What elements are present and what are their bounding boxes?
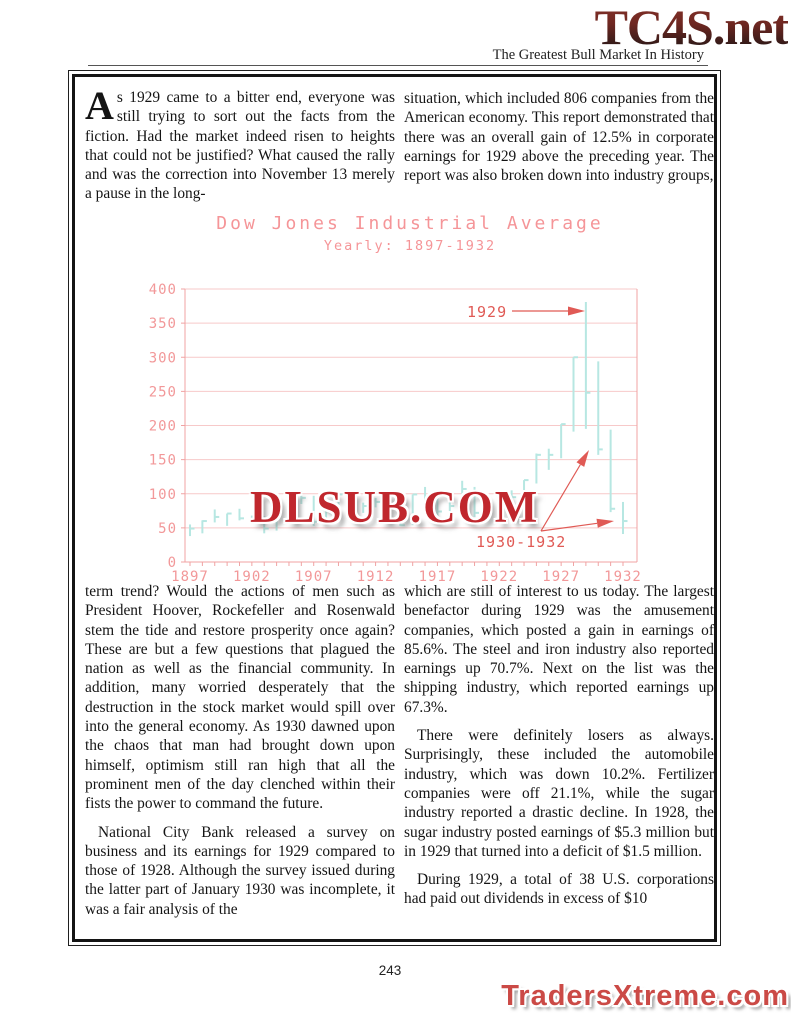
y-tick-label: 250 — [148, 384, 177, 401]
body-right-column — [404, 582, 714, 909]
x-tick-label: 1907 — [294, 569, 333, 585]
x-tick-label: 1902 — [232, 569, 271, 585]
header-tagline: The Greatest Bull Market In History — [492, 47, 704, 63]
x-tick-label: 1917 — [418, 569, 457, 585]
x-tick-label: 1932 — [604, 569, 642, 585]
paragraph: During 1929, a total of 38 U.S. corporations had paid out dividends in excess of $10 — [404, 871, 714, 908]
y-tick-label: 150 — [148, 452, 177, 469]
y-tick-label: 350 — [148, 316, 177, 333]
paragraph: which are still of interest to us today. The largest benefactor during 1929 was the amusement companies, which posted a gain in earnings of 85.6%. The steel and iron industry also reported earnings up 70.7%. Next on the list was the shipping industry, which reported earnings up 67.3%. — [404, 583, 714, 716]
page-number: 243 — [378, 963, 402, 978]
dropcap-letter: A — [85, 83, 114, 128]
paragraph: National City Bank released a survey on business and its earnings for 1929 compared to those of 1928. Although the survey issued during the latter part of January 1930 was incomplete, it was a fair analysis of the — [85, 823, 395, 918]
paragraph: There were definitely losers as always. Surprisingly, these included the automobile industry, which was down 10.2%. Fertilizer companies were off 21.1%, while the sugar industry reported a drastic decline. In 1928, the sugar industry posted earnings of $5.3 million but in 1929 that turned into a deficit of $1.5 million. — [404, 727, 714, 860]
chart-subtitle: Yearly: 1897-1932 — [323, 238, 497, 254]
x-tick-label: 1912 — [356, 569, 395, 585]
annotation-label: 1929 — [467, 303, 508, 321]
intro-left-column — [85, 83, 395, 204]
tc4s-logo: TC4S.net — [594, 0, 788, 55]
paragraph: situation, which included 806 companies from the American economy. This report demonstrated that there was an overall gain of 12.5% in corporate earnings for 1929 above the preceding year. The report was also broken down into industry groups, — [404, 90, 714, 185]
intro-left-text: s 1929 came to a bitter end, everyone was still trying to sort out the facts from the fiction. Had the market indeed risen to heights that could not be justified? What caused the rally and was the correction into November 13 merely a pause in the long- — [85, 89, 395, 203]
header-rule — [88, 65, 708, 66]
x-tick-label: 1927 — [542, 569, 581, 585]
chart-title: Dow Jones Industrial Average — [216, 213, 604, 234]
y-tick-label: 400 — [148, 282, 177, 298]
body-left-column — [85, 582, 395, 919]
y-tick-label: 50 — [158, 520, 177, 537]
x-tick-label: 1897 — [171, 569, 209, 585]
y-tick-label: 300 — [148, 350, 177, 367]
y-tick-label: 0 — [167, 555, 177, 571]
annotation-label: 1930-1932 — [476, 533, 567, 551]
x-tick-label: 1922 — [480, 569, 519, 585]
intro-right-column — [404, 89, 714, 185]
paragraph — [85, 83, 395, 204]
y-tick-label: 200 — [148, 418, 177, 435]
tradersxtreme-logo: TradersXtreme.com — [501, 980, 789, 1012]
y-tick-label: 100 — [148, 486, 177, 503]
dlsub-watermark: DLSUB.COM — [250, 482, 540, 532]
paragraph: term trend? Would the actions of men such as President Hoover, Rockefeller and Rosenwald stem the tide and restore prosperity once again? These are but a few questions that plagued the nation as well as the financial community. In addition, many worried desperately that the destruction in the stock market would spill over into the general economy. As 1930 dawned upon the chaos that man had brought down upon himself, optimism still ran high that all the prominent men of the day clenched within their fists the power to command the future. — [85, 583, 395, 813]
